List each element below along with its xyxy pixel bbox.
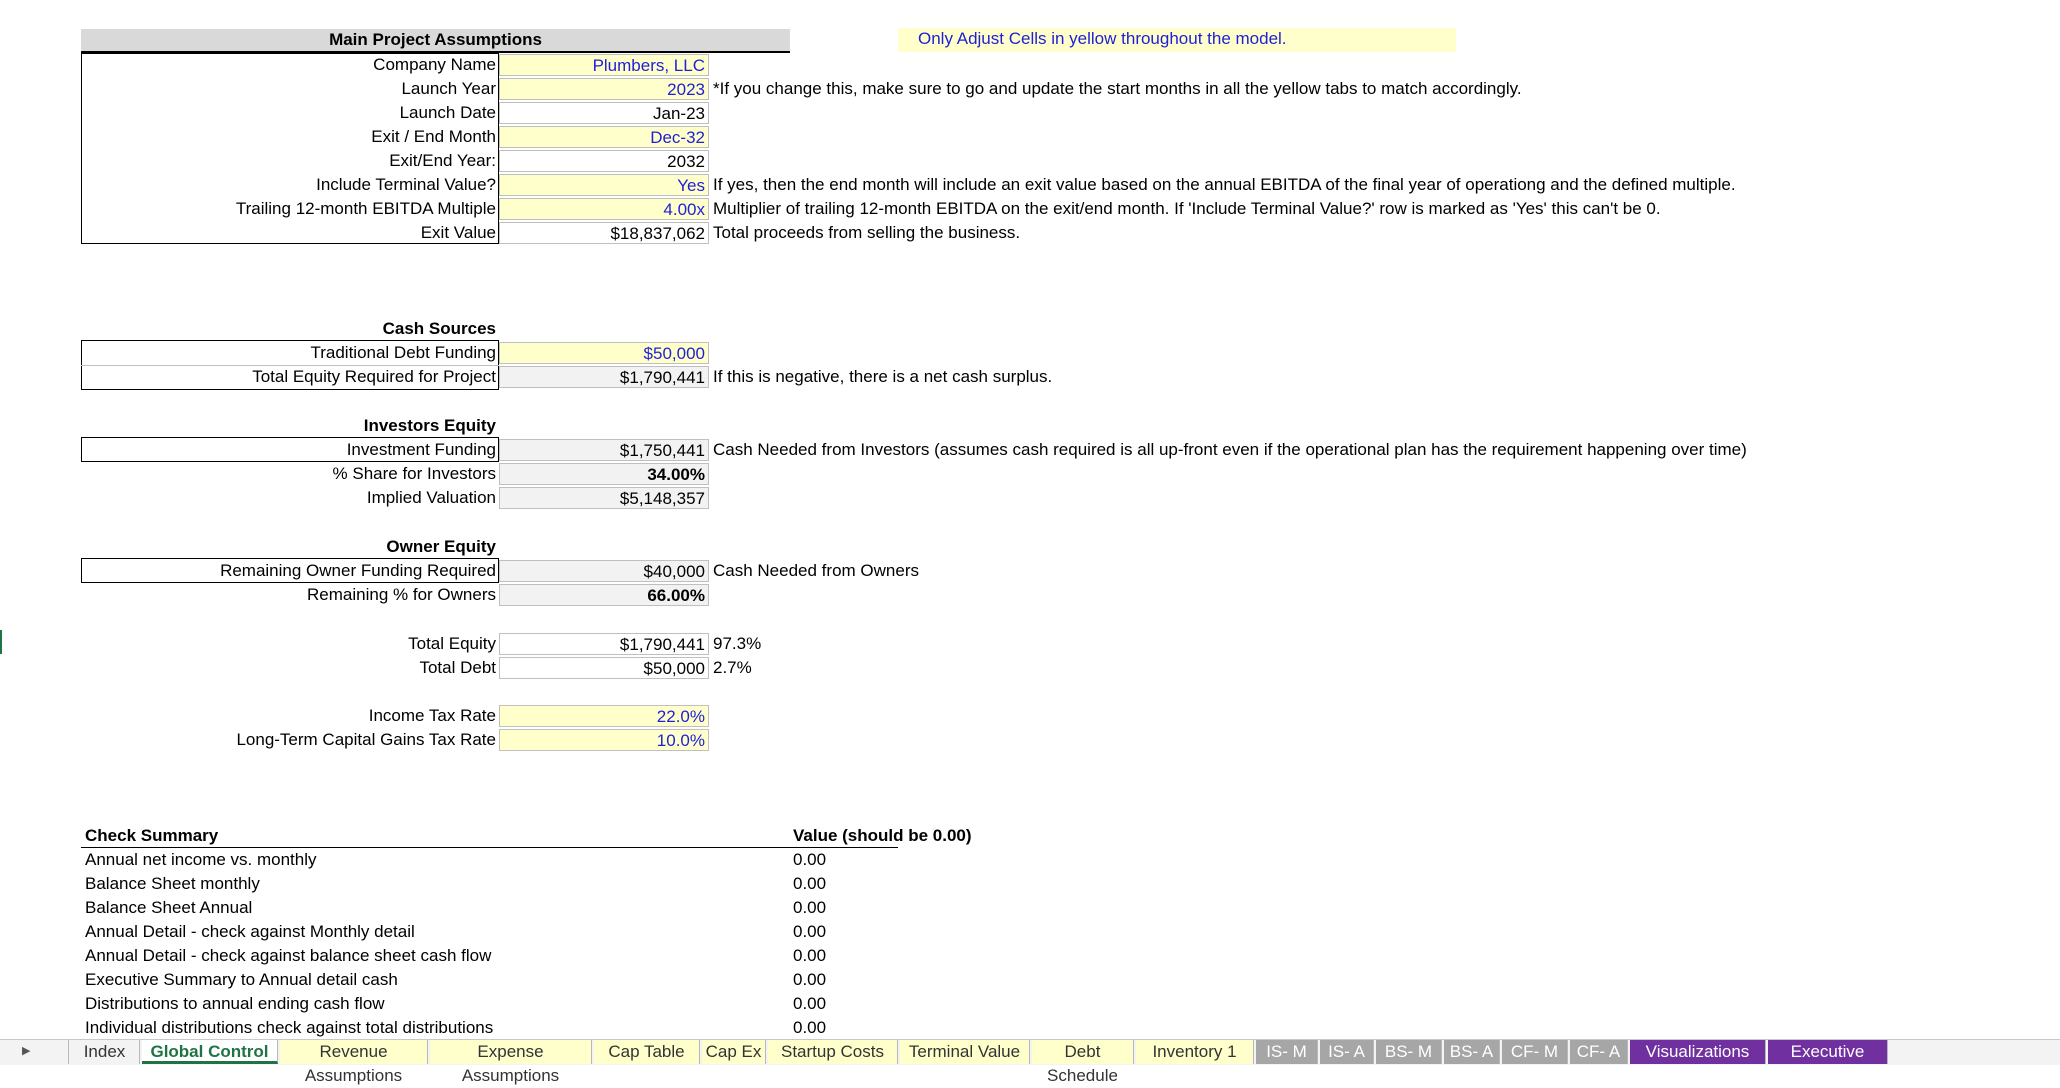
check-row-value[interactable]: 0.00 <box>793 994 827 1013</box>
cash-sources-header: Cash Sources <box>382 319 496 338</box>
sheet-tab-executive-summ[interactable]: Executive Summ <box>1768 1040 1888 1064</box>
total-equity-label: Total Equity <box>408 634 496 653</box>
sheet-tab-debt-schedule[interactable]: Debt Schedule <box>1032 1040 1134 1064</box>
total-equity-note: If this is negative, there is a net cash surplus. <box>713 367 1053 386</box>
check-row-value[interactable]: 0.00 <box>793 850 827 869</box>
total-debt-label: Total Debt <box>419 658 496 677</box>
total-equity-required-label: Total Equity Required for Project <box>252 367 496 386</box>
owner-funding-note: Cash Needed from Owners <box>713 561 919 580</box>
exit-month-input[interactable]: Dec-32 <box>499 126 709 148</box>
sheet-tab-cap-ex[interactable]: Cap Ex <box>702 1040 766 1064</box>
ebitda-multiple-input[interactable]: 4.00x <box>499 198 709 220</box>
exit-value-label: Exit Value <box>420 223 496 242</box>
owner-share-label: Remaining % for Owners <box>307 585 496 604</box>
ebitda-multiple-note: Multiplier of trailing 12-month EBITDA on the exit/end month. If 'Include Terminal Value?' row is marked as 'Yes' this can't be 0. <box>713 199 1661 218</box>
investor-share-value[interactable]: 34.00% <box>499 463 709 485</box>
check-row-value[interactable]: 0.00 <box>793 922 827 941</box>
capital-gains-tax-input[interactable]: 10.0% <box>499 729 709 751</box>
terminal-value-note: If yes, then the end month will include an exit value based on the annual EBITDA of the final year of operationg and the defined multiple. <box>713 175 1736 194</box>
sheet-tab-is-a[interactable]: IS- A <box>1320 1040 1374 1064</box>
check-summary-line <box>81 847 898 848</box>
company-name-label: Company Name <box>373 55 496 74</box>
sheet-tab-cap-table[interactable]: Cap Table <box>594 1040 700 1064</box>
sheet-tab-global-control[interactable]: Global Control <box>142 1040 278 1064</box>
row-selection-marker <box>0 630 2 654</box>
launch-year-input[interactable]: 2023 <box>499 78 709 100</box>
launch-date-label: Launch Date <box>399 103 496 122</box>
sheet-tab-startup-costs[interactable]: Startup Costs <box>768 1040 898 1064</box>
tab-divider <box>68 1040 69 1064</box>
launch-date-value[interactable]: Jan-23 <box>499 102 709 124</box>
total-equity-required-value[interactable]: $1,790,441 <box>499 366 709 388</box>
owner-funding-value[interactable]: $40,000 <box>499 560 709 582</box>
check-row-label: Annual net income vs. monthly <box>85 850 317 869</box>
sheet-tab-cf-a[interactable]: CF- A <box>1570 1040 1628 1064</box>
investors-equity-header: Investors Equity <box>363 416 496 435</box>
investment-funding-note: Cash Needed from Investors (assumes cash required is all up-front even if the operational plan has the requirement happening over time) <box>713 440 1747 459</box>
investment-funding-label: Investment Funding <box>346 440 496 459</box>
sheet-tab-inventory-1[interactable]: Inventory 1 <box>1136 1040 1254 1064</box>
yellow-cell-notice: Only Adjust Cells in yellow throughout the model. <box>898 28 1456 52</box>
ebitda-multiple-label: Trailing 12-month EBITDA Multiple <box>235 199 496 218</box>
launch-year-label: Launch Year <box>401 79 496 98</box>
main-assumptions-header: Main Project Assumptions <box>81 29 790 51</box>
check-row-value[interactable]: 0.00 <box>793 970 827 989</box>
sheet-tab-bar <box>0 1039 2060 1085</box>
income-tax-input[interactable]: 22.0% <box>499 705 709 727</box>
check-summary-header: Check Summary <box>85 826 219 845</box>
sheet-tab-visualizations[interactable]: Visualizations <box>1630 1040 1766 1064</box>
terminal-value-input[interactable]: Yes <box>499 174 709 196</box>
check-row-value[interactable]: 0.00 <box>793 946 827 965</box>
exit-year-label: Exit/End Year: <box>389 151 496 170</box>
total-equity-value[interactable]: $1,790,441 <box>499 633 709 655</box>
sheet-tab-revenue-assumptions[interactable]: Revenue Assumptions <box>280 1040 428 1064</box>
sheet-tab-index[interactable]: Index <box>70 1040 140 1064</box>
exit-value-value[interactable]: $18,837,062 <box>499 222 709 244</box>
launch-year-note: *If you change this, make sure to go and update the start months in all the yellow tabs to match accordingly. <box>713 79 1522 98</box>
investor-share-label: % Share for Investors <box>332 464 496 483</box>
check-row-label: Distributions to annual ending cash flow <box>85 994 385 1013</box>
check-row-label: Individual distributions check against total distributions <box>85 1018 494 1037</box>
check-row-label: Executive Summary to Annual detail cash <box>85 970 398 989</box>
sheet-tab-terminal-value[interactable]: Terminal Value <box>900 1040 1030 1064</box>
income-tax-label: Income Tax Rate <box>368 706 496 725</box>
sheet-tab-is-m[interactable]: IS- M <box>1256 1040 1318 1064</box>
terminal-value-label: Include Terminal Value? <box>316 175 496 194</box>
check-value-header: Value (should be 0.00) <box>793 826 972 845</box>
total-debt-value[interactable]: $50,000 <box>499 657 709 679</box>
implied-valuation-value[interactable]: $5,148,357 <box>499 487 709 509</box>
exit-value-note: Total proceeds from selling the business. <box>713 223 1021 242</box>
check-row-label: Annual Detail - check against Monthly detail <box>85 922 415 941</box>
check-row-label: Balance Sheet Annual <box>85 898 253 917</box>
check-row-value[interactable]: 0.00 <box>793 1018 827 1037</box>
company-name-input[interactable]: Plumbers, LLC <box>499 54 709 76</box>
debt-funding-input[interactable]: $50,000 <box>499 342 709 364</box>
owner-share-value[interactable]: 66.00% <box>499 584 709 606</box>
debt-funding-label: Traditional Debt Funding <box>310 343 496 362</box>
sheet-tab-bs-a[interactable]: BS- A <box>1444 1040 1500 1064</box>
check-row-label: Annual Detail - check against balance sheet cash flow <box>85 946 492 965</box>
capital-gains-tax-label: Long-Term Capital Gains Tax Rate <box>236 730 496 749</box>
total-equity-pct[interactable]: 97.3% <box>713 634 762 653</box>
scroll-tabs-right-icon[interactable]: ▶ <box>22 1045 31 1057</box>
investment-funding-value[interactable]: $1,750,441 <box>499 439 709 461</box>
owner-equity-header: Owner Equity <box>386 537 496 556</box>
total-debt-pct[interactable]: 2.7% <box>713 658 752 677</box>
check-row-value[interactable]: 0.00 <box>793 874 827 893</box>
sheet-tab-expense-assumptions[interactable]: Expense Assumptions <box>430 1040 592 1064</box>
owner-funding-label: Remaining Owner Funding Required <box>220 561 496 580</box>
exit-year-value[interactable]: 2032 <box>499 150 709 172</box>
implied-valuation-label: Implied Valuation <box>366 488 496 507</box>
check-row-label: Balance Sheet monthly <box>85 874 260 893</box>
exit-month-label: Exit / End Month <box>371 127 496 146</box>
sheet-tab-cf-m[interactable]: CF- M <box>1502 1040 1568 1064</box>
check-row-value[interactable]: 0.00 <box>793 898 827 917</box>
sheet-tab-bs-m[interactable]: BS- M <box>1376 1040 1442 1064</box>
